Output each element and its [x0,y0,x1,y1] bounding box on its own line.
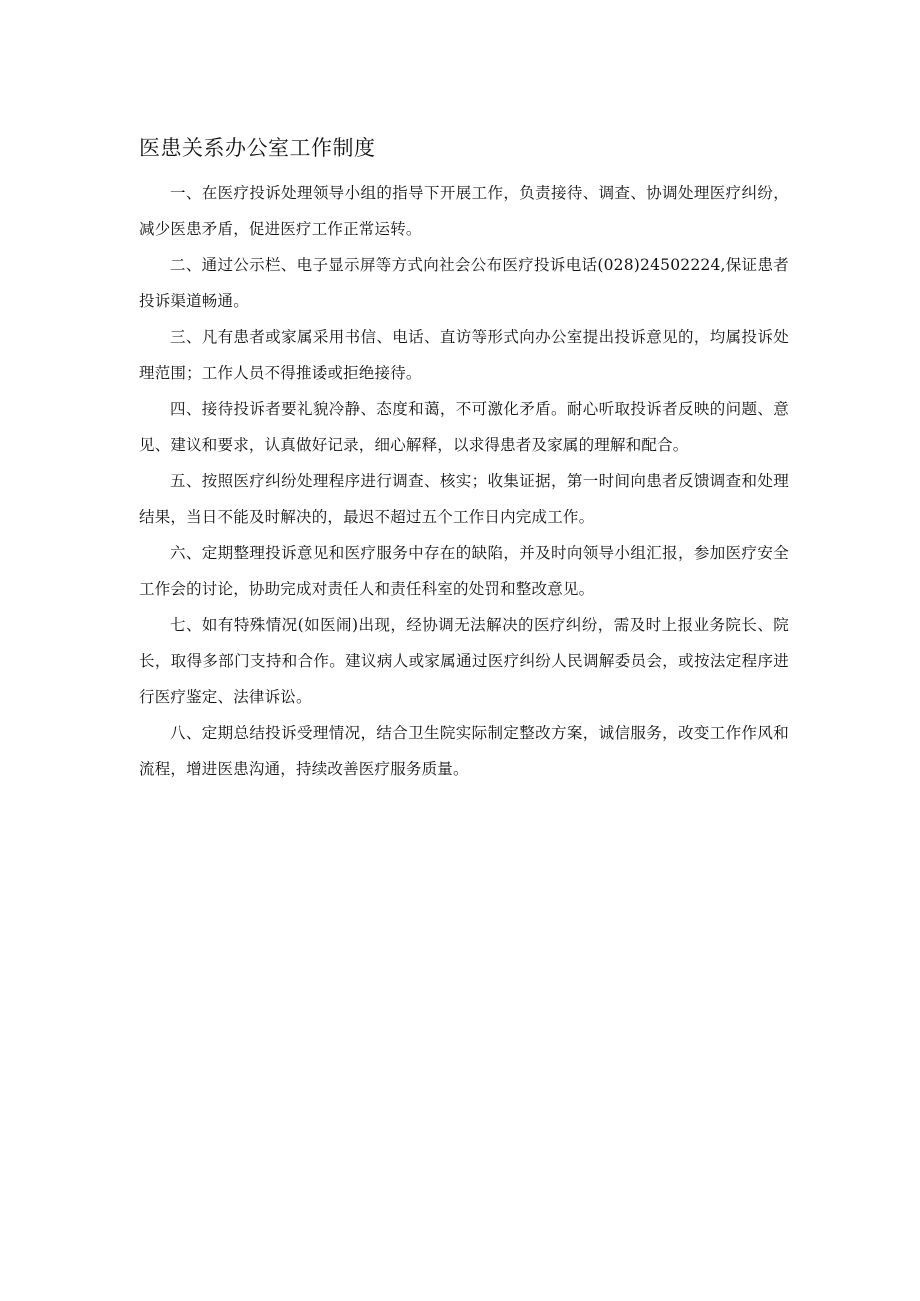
paragraph-5: 五、按照医疗纠纷处理程序进行调查、核实；收集证据，第一时间向患者反馈调查和处理结果，当日不能及时解决的，最迟不超过五个工作日内完成工作。 [139,472,789,526]
paragraph-8: 八、定期总结投诉受理情况，结合卫生院实际制定整改方案，诚信服务，改变工作作风和流程，增进医患沟通，持续改善医疗服务质量。 [139,724,789,778]
paragraph-1: 一、在医疗投诉处理领导小组的指导下开展工作，负责接待、调查、协调处理医疗纠纷，减少医患矛盾，促进医疗工作正常运转。 [139,184,789,238]
document-title: 医患关系办公室工作制度 [139,136,376,160]
paragraph-7: 七、如有特殊情况(如医闹)出现，经协调无法解决的医疗纠纷，需及时上报业务院长、院长，取得多部门支持和合作。建议病人或家属通过医疗纠纷人民调解委员会，或按法定程序进行医疗鉴定、法律诉讼。 [139,616,789,706]
paragraph-4: 四、接待投诉者要礼貌冷静、态度和蔼，不可激化矛盾。耐心听取投诉者反映的问题、意见、建议和要求，认真做好记录，细心解释，以求得患者及家属的理解和配合。 [139,400,789,454]
document-body [139,133,789,787]
paragraph-2: 二、通过公示栏、电子显示屏等方式向社会公布医疗投诉电话(028)24502224,保证患者投诉渠道畅通。 [139,256,789,310]
paragraph-6: 六、定期整理投诉意见和医疗服务中存在的缺陷，并及时向领导小组汇报，参加医疗安全工作会的讨论，协助完成对责任人和责任科室的处罚和整改意见。 [139,544,789,598]
paragraph-3: 三、凡有患者或家属采用书信、电话、直访等形式向办公室提出投诉意见的，均属投诉处理范围；工作人员不得推诿或拒绝接待。 [139,328,789,382]
